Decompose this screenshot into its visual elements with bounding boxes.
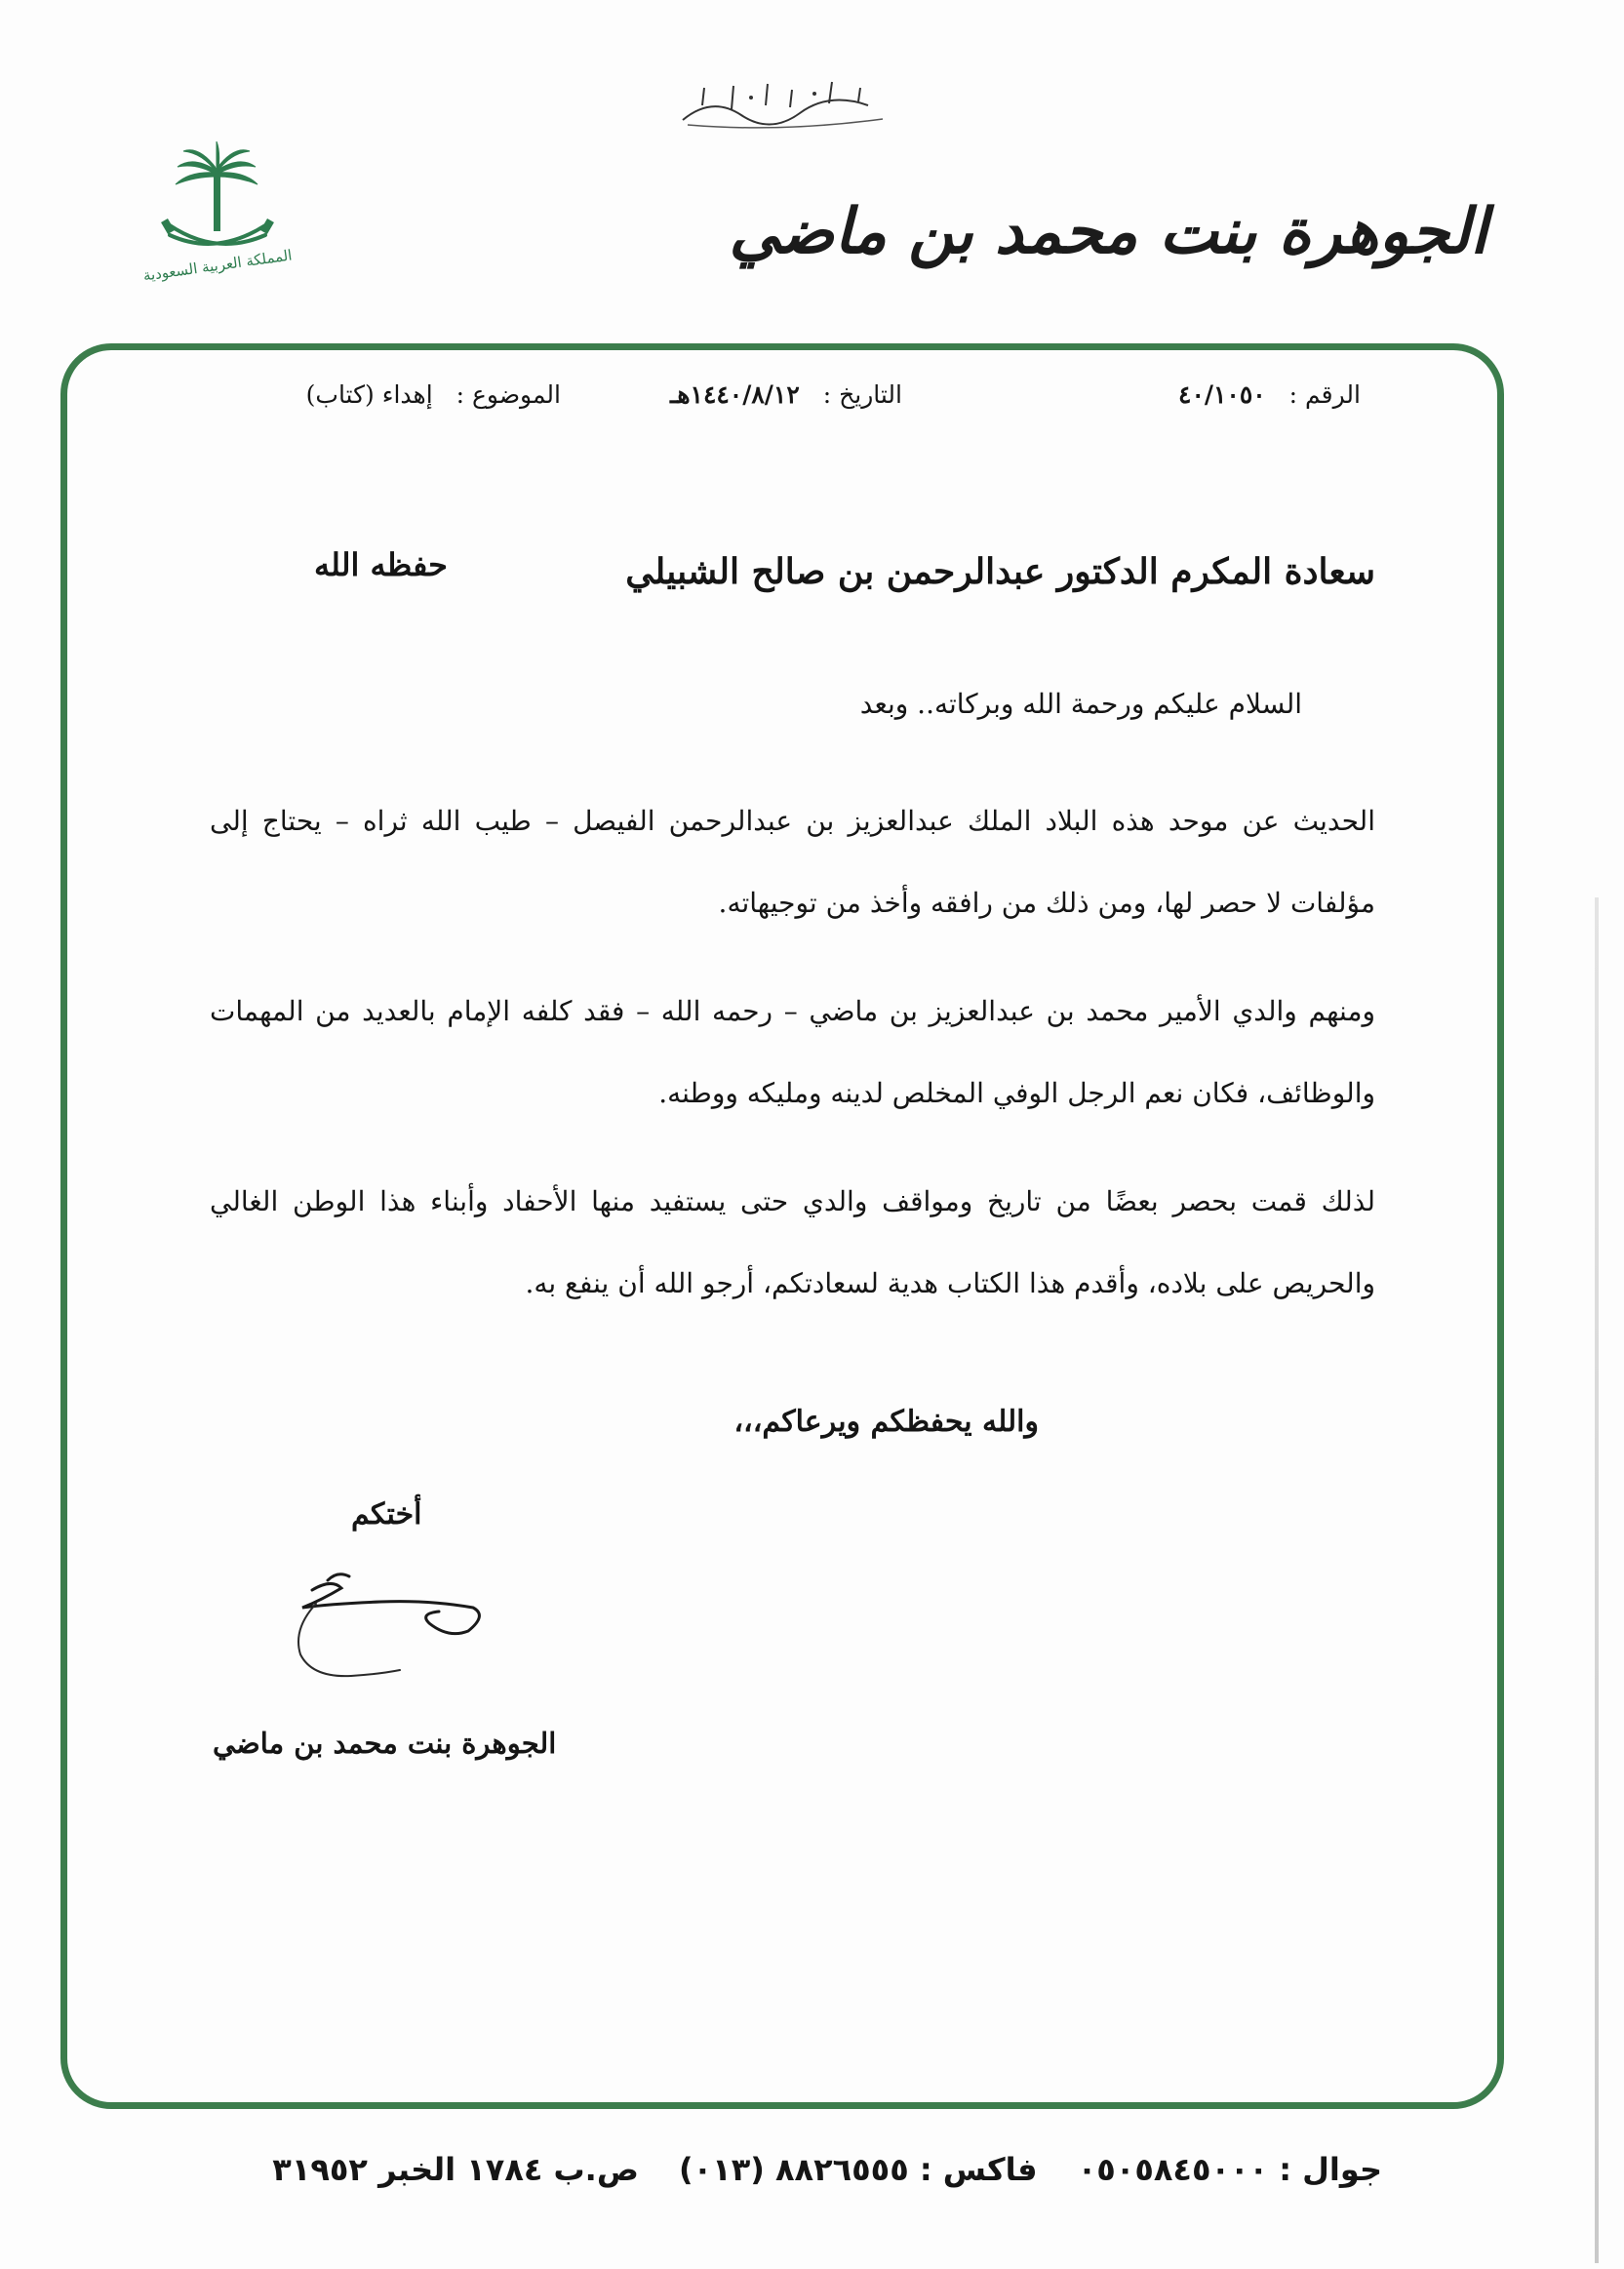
basmala-calligraphy — [673, 76, 897, 135]
meta-number — [1178, 380, 1361, 409]
meta-number-label: الرقم : — [1288, 380, 1361, 409]
letterhead-name: الجوهرة بنت محمد بن ماضي — [729, 195, 1487, 268]
meta-date-label: التاريخ : — [822, 380, 902, 409]
closing-line: والله يحفظكم ويرعاكم،،، — [733, 1405, 1039, 1439]
footer-contact — [156, 2151, 1382, 2188]
recipient-line: سعادة المكرم الدكتور عبدالرحمن بن صالح الشبيلي — [625, 551, 1375, 592]
body-paragraph-3: لذلك قمت بحصر بعضًا من تاريخ ومواقف والدي حتى يستفيد منها الأحفاد وأبناء هذا الوطن الغالي والحريص على بلاده، وأقدم هذا الكتاب هدية لسعادتكم، أرجو الله أن ينفع به. — [210, 1185, 1375, 1299]
body-paragraph-2: ومنهم والدي الأمير محمد بن عبدالعزيز بن ماضي – رحمه الله – فقد كلفه الإمام بالعديد من المهمات والوظائف، فكان نعم الرجل الوفي المخلص لدينه ومليكه ووطنه. — [210, 995, 1375, 1109]
meta-subject — [306, 380, 561, 409]
signer-name: الجوهرة بنت محمد بن ماضي — [213, 1727, 557, 1760]
meta-subject-value: إهداء (كتاب) — [305, 380, 433, 409]
meta-number-value: ٤٠/١٠٥٠ — [1178, 380, 1266, 409]
footer-po-box: ص.ب ١٧٨٤ الخبر ٣١٩٥٢ — [272, 2151, 639, 2188]
scan-edge-line — [1595, 897, 1599, 2263]
meta-date — [670, 380, 902, 409]
body-paragraph-1: الحديث عن موحد هذه البلاد الملك عبدالعزيز بن عبدالرحمن الفيصل – طيب الله ثراه – يحتاج إلى مؤلفات لا حصر لها، ومن ذلك من رافقه وأخذ من توجيهاته. — [210, 805, 1375, 919]
meta-subject-label: الموضوع : — [456, 380, 561, 409]
letter-meta-row — [263, 380, 1361, 423]
greeting: السلام عليكم ورحمة الله وبركاته.. وبعد — [859, 688, 1302, 720]
meta-date-value: ١٤٤٠/٨/١٢هـ — [670, 380, 800, 409]
sign-off: أختكم — [351, 1497, 422, 1532]
recipient-honorific: حفظه الله — [314, 546, 448, 583]
handwritten-signature — [273, 1561, 527, 1697]
footer-mobile: جوال : ٠٥٠٥٨٤٥٠٠٠ — [1077, 2151, 1382, 2188]
saudi-emblem — [135, 141, 300, 312]
emblem-caption: المملكة العربية السعودية — [141, 246, 294, 285]
palm-and-swords-icon — [135, 141, 300, 312]
footer-fax: فاكس : ٨٨٢٦٥٥٥ (٠١٣) — [679, 2151, 1038, 2188]
